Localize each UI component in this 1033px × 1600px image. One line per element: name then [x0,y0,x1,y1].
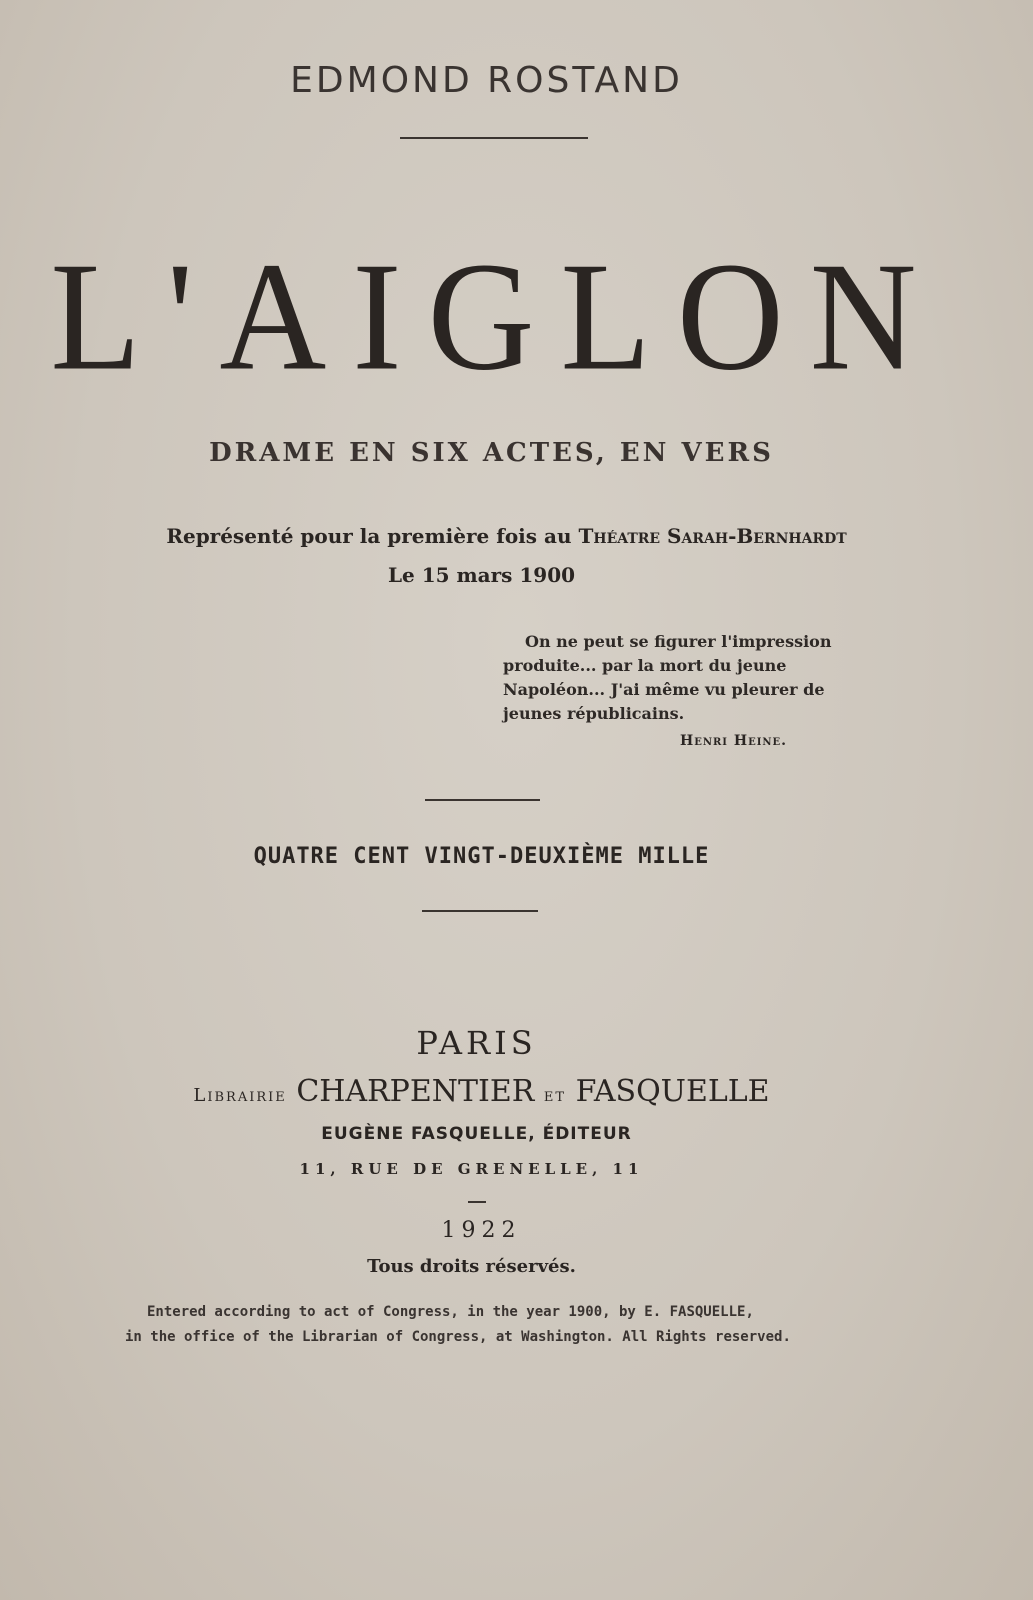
epigraph-line: Napoléon... J'ai même vu pleurer de [503,680,825,699]
publisher-city: PARIS [416,1024,537,1062]
premiere-date: Le 15 mars 1900 [387,563,576,587]
librairie-label: Librairie [193,1085,287,1106]
epigraph-line: produite... par la mort du jeune [503,656,787,675]
divider [400,137,588,139]
divider [425,799,540,801]
epigraph-line: On ne peut se figurer l'impression [525,632,832,651]
divider [468,1201,486,1203]
publisher-address: 11, RUE DE GRENELLE, 11 [299,1160,644,1178]
publisher-name-1: CHARPENTIER [296,1074,535,1109]
author-name: EDMOND ROSTAND [290,60,683,101]
epigraph [503,630,838,726]
edition-statement: QUATRE CENT VINGT-DEUXIÈME MILLE [253,844,710,869]
premiere-line [0,524,1023,548]
book-title: L'AIGLON [50,230,943,404]
copyright-notice [125,1300,825,1350]
copyright-line: Entered according to act of Congress, in the year 1900, by E. FASQUELLE, [147,1304,754,1320]
divider [422,910,538,912]
publication-year: 1922 [441,1218,522,1243]
theatre-name: Théatre Sarah-Bernhardt [578,524,847,548]
publisher-editor: EUGÈNE FASQUELLE, ÉDITEUR [321,1124,632,1144]
copyright-line: in the office of the Librarian of Congress, at Washington. All Rights reserved. [125,1329,791,1345]
epigraph-attribution: Henri Heine. [680,733,788,749]
et-label: et [543,1085,567,1106]
publisher-name-2: FASQUELLE [575,1074,770,1109]
premiere-text: Représenté pour la première fois au [166,524,572,548]
subtitle: DRAME EN SIX ACTES, EN VERS [209,438,774,468]
rights-statement: Tous droits réservés. [367,1256,576,1277]
epigraph-line: jeunes républicains. [503,704,685,723]
publisher-name [0,1074,998,1109]
